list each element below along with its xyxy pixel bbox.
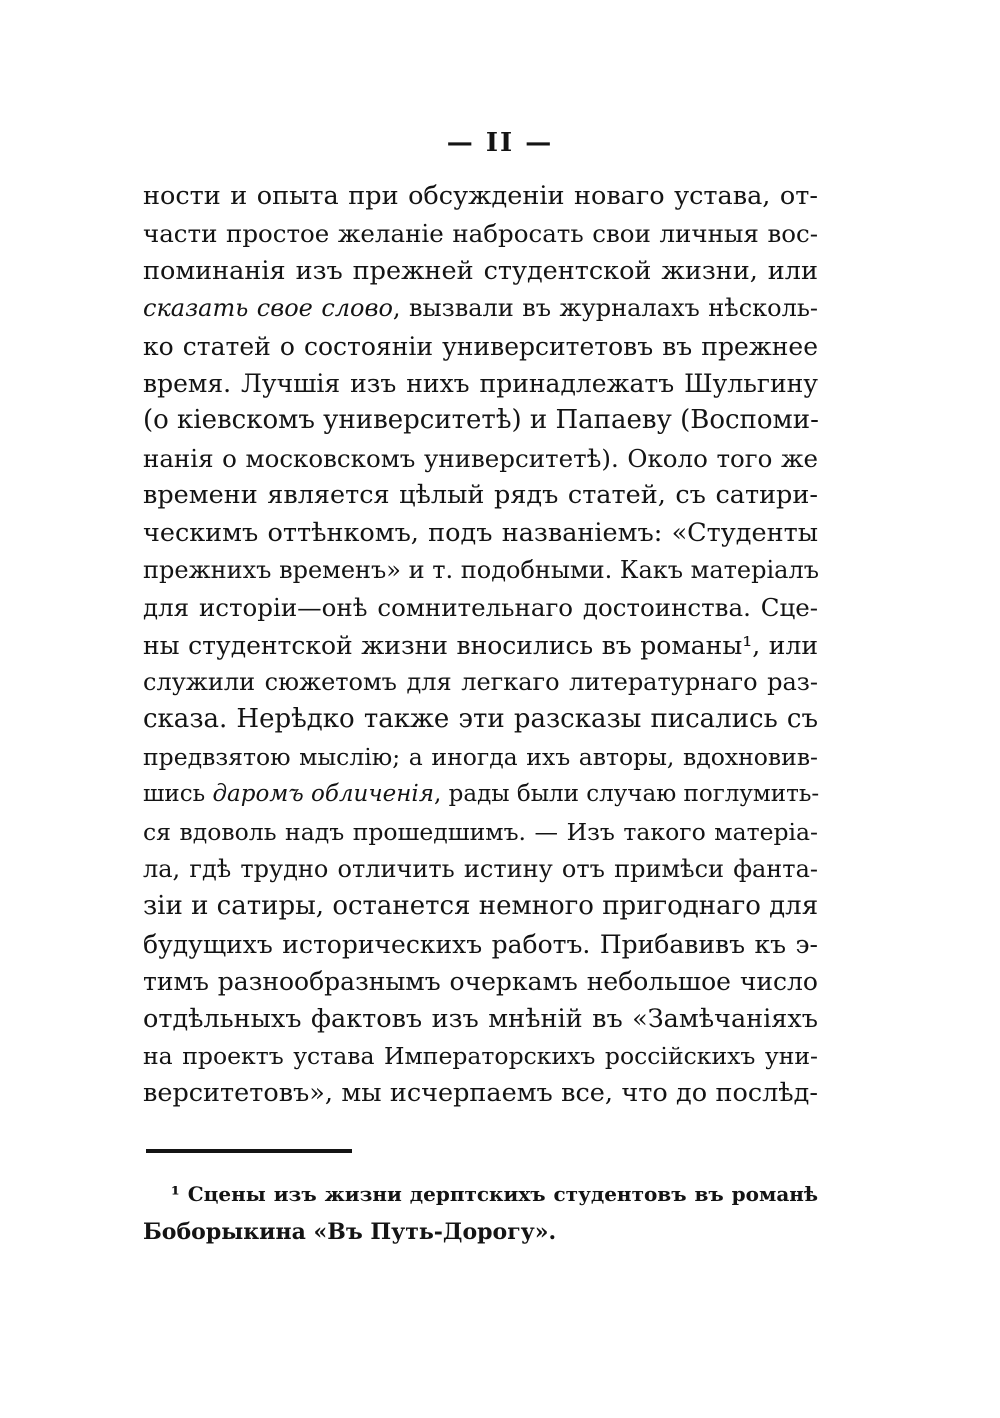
text-line: ности и опыта при обсужденіи новаго устава, от- — [143, 181, 818, 211]
footnote-line: ¹ Сцены изъ жизни дерптскихъ студентовъ въ романѣ — [171, 1182, 818, 1206]
text-line: служили сюжетомъ для легкаго литературнаго раз- — [143, 668, 818, 697]
text-line: ко статей о состояніи университетовъ въ прежнее — [143, 331, 818, 361]
italic-phrase: даромъ обличенія — [212, 781, 435, 808]
text-line: (о кіевскомъ университетѣ) и Папаеву (Воспоми- — [143, 405, 819, 436]
text-line: будущихъ историческихъ работъ. Прибавивъ къ э- — [143, 929, 818, 959]
text-line: нанія о московскомъ университетѣ). Около того же — [143, 443, 818, 473]
text-line: на проектъ устава Императорскихъ россійскихъ уни- — [143, 1041, 818, 1070]
page-number: — II — — [446, 128, 554, 158]
text-line: ся вдоволь надъ прошедшимъ. — Изъ такого матеріа- — [143, 817, 818, 846]
text-line: шись даромъ обличенія, рады были случаю поглумить- — [143, 781, 820, 808]
text-line: поминанія изъ прежней студентской жизни, или — [143, 255, 818, 286]
text-line: сказать свое слово, вызвали въ журналахъ нѣсколь- — [143, 294, 819, 323]
text-line: времени является цѣлый рядъ статей, съ сатири- — [143, 480, 818, 511]
footnote-line: Боборыкина «Въ Путь-Дорогу». — [143, 1219, 557, 1245]
text-line: предвзятою мыслію; а иногда ихъ авторы, вдохновив- — [143, 742, 818, 771]
text-line: ны студентской жизни вносились въ романы¹, или — [143, 630, 818, 660]
text-line: верситетовъ», мы исчерпаемъ все, что до послѣд- — [143, 1078, 818, 1109]
text-line: время. Лучшія изъ нихъ принадлежатъ Шульгину — [143, 368, 818, 398]
text-line: части простое желаніе набросать свои личныя вос- — [143, 219, 818, 249]
main-text — [143, 178, 818, 1113]
text-line: прежнихъ временъ» и т. подобными. Какъ матеріалъ — [143, 555, 819, 584]
footnote — [143, 1175, 818, 1251]
italic-phrase: сказать свое слово — [143, 294, 393, 323]
text-line: зіи и сатиры, останется немного пригоднаго для — [143, 891, 819, 922]
footnote-divider — [146, 1149, 352, 1153]
text-line: сказа. Нерѣдко также эти разсказы писались съ — [143, 704, 818, 735]
text-line: отдѣльныхъ фактовъ изъ мнѣній въ «Замѣчаніяхъ — [143, 1003, 818, 1034]
text-line: тимъ разнообразнымъ очеркамъ небольшое число — [143, 967, 818, 997]
text-line: для исторіи—онѣ сомнительнаго достоинства. Сце- — [143, 593, 818, 623]
text-line: ческимъ оттѣнкомъ, подъ названіемъ: «Студенты — [143, 517, 818, 548]
text-line: ла, гдѣ трудно отличить истину отъ примѣси фанта- — [143, 855, 818, 884]
